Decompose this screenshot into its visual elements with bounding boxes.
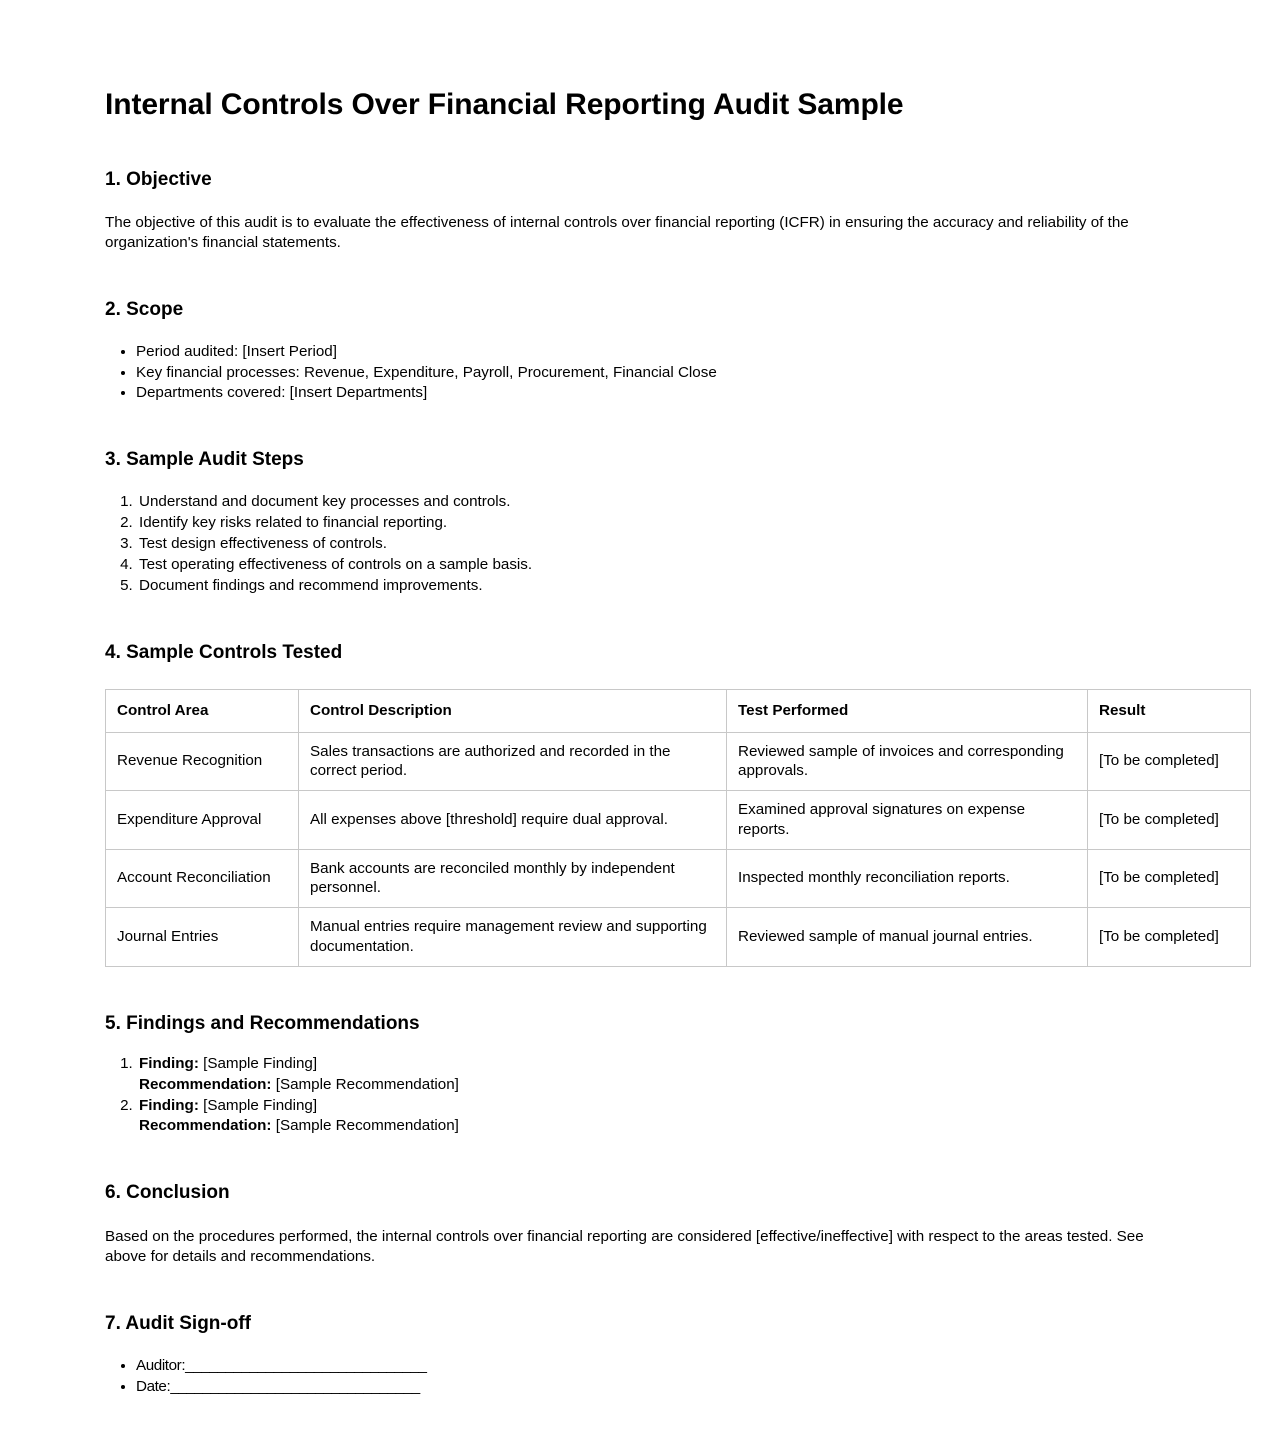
- recommendation-value: [Sample Recommendation]: [275, 1116, 459, 1134]
- column-header-result: Result: [1088, 689, 1251, 732]
- list-item: [137, 1054, 1158, 1095]
- cell-test-performed: Inspected monthly reconciliation reports.: [727, 849, 1088, 908]
- cell-control-description: Sales transactions are authorized and recorded in the correct period.: [299, 732, 727, 791]
- list-item: • Period audited: [Insert Period]: [136, 342, 1158, 362]
- table-row: [106, 732, 1251, 791]
- list-item: 1. Understand and document key processes and controls.: [137, 492, 1158, 512]
- date-signature-line: _______________________________: [170, 1377, 420, 1395]
- list-item: 5. Document findings and recommend improvements.: [137, 576, 1158, 596]
- list-item: • Key financial processes: Revenue, Expenditure, Payroll, Procurement, Financial Close: [136, 363, 1158, 383]
- cell-test-performed: Examined approval signatures on expense reports.: [727, 791, 1088, 850]
- list-item: 3. Test design effectiveness of controls.: [137, 534, 1158, 554]
- column-header-control-area: Control Area: [106, 689, 299, 732]
- section-heading-conclusion: 6. Conclusion: [105, 1182, 230, 1204]
- finding-label: Finding:: [139, 1055, 199, 1073]
- table-row: [106, 908, 1251, 967]
- section-heading-scope: 2. Scope: [105, 299, 184, 321]
- cell-control-description: Bank accounts are reconciled monthly by independent personnel.: [299, 849, 727, 908]
- cell-result: [To be completed]: [1088, 908, 1251, 967]
- cell-test-performed: Reviewed sample of manual journal entries.: [727, 908, 1088, 967]
- list-item-auditor: [136, 1356, 1158, 1376]
- cell-control-description: All expenses above [threshold] require dual approval.: [299, 791, 727, 850]
- cell-test-performed: Reviewed sample of invoices and corresponding approvals.: [727, 732, 1088, 791]
- conclusion-body-text: Based on the procedures performed, the internal controls over financial reporting are considered [effective/ineffective] with respect to the areas tested. See above for details and recommendations.: [105, 1228, 1144, 1266]
- cell-result: [To be completed]: [1088, 849, 1251, 908]
- section-heading-controls: 4. Sample Controls Tested: [105, 642, 343, 663]
- section-heading-findings: 5. Findings and Recommendations: [105, 1012, 420, 1034]
- page-title: Internal Controls Over Financial Reporting Audit Sample: [105, 88, 904, 121]
- section-heading-signoff: 7. Audit Sign-off: [105, 1313, 251, 1335]
- auditor-signature-line: ______________________________: [185, 1357, 427, 1374]
- list-item: [137, 1096, 1158, 1137]
- recommendation-value: [Sample Recommendation]: [275, 1075, 459, 1093]
- cell-control-area: Revenue Recognition: [106, 732, 299, 791]
- section-heading-audit-steps: 3. Sample Audit Steps: [105, 449, 304, 471]
- list-item: 4. Test operating effectiveness of controls on a sample basis.: [137, 555, 1158, 575]
- table-row: [106, 791, 1251, 850]
- finding-value: [Sample Finding]: [203, 1055, 318, 1073]
- column-header-test-performed: Test Performed: [727, 689, 1088, 732]
- finding-label: Finding:: [139, 1096, 199, 1114]
- cell-control-area: Journal Entries: [106, 908, 299, 967]
- cell-control-description: Manual entries require management review and supporting documentation.: [299, 908, 727, 967]
- table-header-row: [106, 689, 1251, 732]
- finding-value: [Sample Finding]: [203, 1096, 318, 1114]
- recommendation-label: Recommendation:: [139, 1075, 272, 1093]
- scope-list: [105, 342, 1158, 403]
- cell-result: [To be completed]: [1088, 791, 1251, 850]
- auditor-label: Auditor:: [136, 1357, 186, 1374]
- list-item: 2. Identify key risks related to financial reporting.: [137, 513, 1158, 533]
- cell-result: [To be completed]: [1088, 732, 1251, 791]
- section-heading-objective: 1. Objective: [105, 168, 212, 190]
- column-header-control-description: Control Description: [299, 689, 727, 732]
- list-item: • Departments covered: [Insert Departments]: [136, 383, 1158, 403]
- controls-table: [105, 689, 1251, 967]
- cell-control-area: Account Reconciliation: [106, 849, 299, 908]
- cell-control-area: Expenditure Approval: [106, 791, 299, 850]
- table-row: [106, 849, 1251, 908]
- list-item-date: [136, 1377, 1158, 1397]
- recommendation-label: Recommendation:: [139, 1116, 272, 1134]
- objective-body-text: The objective of this audit is to evaluate the effectiveness of internal controls over financial reporting (ICFR) in ensuring the accuracy and reliability of the organization's financial statements.: [105, 214, 1129, 252]
- date-label: Date:: [136, 1377, 171, 1395]
- signoff-list: [105, 1356, 1158, 1397]
- findings-list: [105, 1054, 1158, 1136]
- audit-steps-list: [105, 492, 1158, 596]
